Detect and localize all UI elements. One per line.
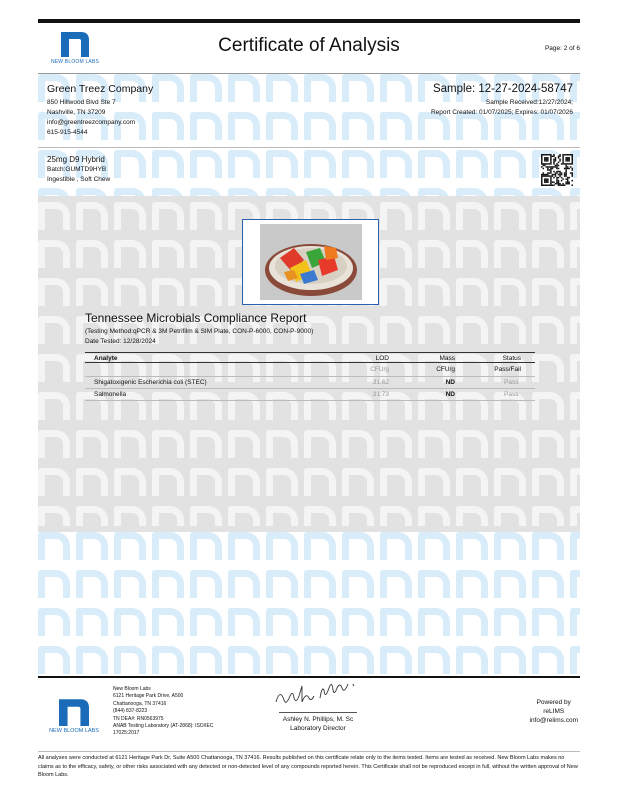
sample-photo-frame [242,219,379,305]
watermark-glyph [114,202,146,230]
col-mass: Mass [439,354,455,362]
watermark-glyph [532,240,564,268]
watermark-glyph [342,506,374,526]
watermark-glyph [190,608,222,636]
watermark-glyph [190,240,222,268]
watermark-glyph [570,278,580,306]
watermark-glyph [570,608,580,636]
footer-logo [42,696,106,734]
watermark-glyph [114,608,146,636]
watermark-glyph [228,646,260,674]
watermark-glyph [228,506,260,526]
watermark-glyph [494,240,526,268]
watermark-glyph [418,278,450,306]
table-header [85,352,535,363]
watermark-glyph [570,316,580,344]
watermark-glyph [532,570,564,598]
watermark-glyph [152,278,184,306]
watermark-glyph [380,608,412,636]
watermark-glyph [152,608,184,636]
watermark-glyph [342,646,374,674]
watermark-glyph [76,608,108,636]
watermark-glyph [532,468,564,496]
watermark-glyph [342,112,374,140]
analyte-mass: ND [445,378,455,386]
watermark-glyph [38,202,70,230]
watermark-glyph [152,570,184,598]
watermark-glyph [38,532,70,560]
powered-by [530,698,579,725]
watermark-glyph [266,74,298,102]
report-title: Tennessee Microbials Compliance Report [85,311,307,325]
powered-label: Powered by [536,699,571,706]
powered-brand: reLIMS [543,708,565,715]
watermark-glyph [494,608,526,636]
watermark-glyph [114,506,146,526]
watermark-glyph [380,468,412,496]
watermark-glyph [570,430,580,458]
watermark-glyph [38,570,70,598]
watermark-glyph [190,278,222,306]
watermark-glyph [266,646,298,674]
lab-contact [113,686,213,738]
footer-logo-text: NEW BLOOM LABS [49,728,99,734]
watermark-glyph [418,532,450,560]
watermark-glyph [456,646,488,674]
product-name: 25mg D9 Hybrid [47,155,105,164]
client-name: Green Treez Company [47,83,154,95]
watermark-glyph [114,570,146,598]
product-info [47,154,110,184]
watermark-glyph [190,202,222,230]
analyte-status: Pass [504,390,519,398]
header-divider [38,73,580,74]
watermark-glyph [76,240,108,268]
watermark-row [38,608,580,638]
watermark-glyph [570,532,580,560]
powered-email[interactable]: info@relims.com [529,717,578,724]
watermark-glyph [114,468,146,496]
watermark-glyph [76,468,108,496]
watermark-glyph [114,240,146,268]
analyte-name: Salmonella [94,390,127,398]
mass-unit: CFU/g [436,366,455,373]
watermark-glyph [304,608,336,636]
watermark-glyph [38,646,70,674]
watermark-glyph [532,608,564,636]
client-address-1: 850 Hillwood Blvd Ste 7 [47,99,116,106]
sample-photo [260,224,362,300]
watermark-glyph [228,570,260,598]
watermark-glyph [266,570,298,598]
disclaimer: All analyses were conducted at 6121 Heritage Park Dr, Suite A500 Chattanooga, TN 37416. Results published on this certificate relate only to the items tested. Items are tested as received. New Bloom Labs makes no claims as to the efficacy, safety, or other risks associated with any detected or non-detected level of any compounds reported herein. This Certificate shall not be reproduced except in full, without the written approval of New Bloom Labs. [38,754,580,780]
watermark-glyph [456,608,488,636]
watermark-glyph [380,646,412,674]
qr-code-icon[interactable] [541,154,573,186]
watermark-glyph [494,430,526,458]
watermark-glyph [342,608,374,636]
watermark-glyph [38,506,70,526]
watermark-row [38,532,580,562]
watermark-glyph [380,570,412,598]
product-batch: Batch:GUMTD9HYB [47,166,107,173]
watermark-glyph [532,202,564,230]
watermark-glyph [114,646,146,674]
product-type: Ingestible , Soft Chew [47,175,111,183]
watermark-glyph [342,468,374,496]
watermark-glyph [342,532,374,560]
watermark-glyph [114,278,146,306]
watermark-glyph [228,74,260,102]
watermark-glyph [152,240,184,268]
report-dates: Report Created: 01/07/2025; Expires: 01/07/2026 [430,109,573,116]
watermark-glyph [532,316,564,344]
watermark-glyph [380,506,412,526]
analyte-name: Shigatoxigenic Escherichia coli (STEC) [94,378,207,386]
watermark-row [38,570,580,600]
lab-line: (844) 837-8223 [113,708,148,715]
watermark-glyph [304,468,336,496]
page-header [38,23,580,71]
col-analyte: Analyte [94,354,118,362]
signature-block [248,684,388,733]
handwritten-signature [268,684,368,712]
watermark-glyph [342,570,374,598]
watermark-glyph [456,240,488,268]
watermark-glyph [494,570,526,598]
watermark-glyph [570,570,580,598]
client-address-2: Nashville, TN 37209 [47,109,106,116]
watermark-glyph [418,570,450,598]
watermark-glyph [266,506,298,526]
watermark-glyph [152,468,184,496]
watermark-glyph [38,430,70,458]
lab-line: 6121 Heritage Park Drive, A500 [113,693,184,700]
watermark-glyph [380,532,412,560]
watermark-glyph [38,608,70,636]
watermark-glyph [190,430,222,458]
signature-rule [279,712,357,713]
watermark-glyph [380,240,412,268]
client-phone: 615-915-4544 [47,129,88,136]
microbials-report-header [85,311,535,347]
watermark-row [38,646,580,676]
col-lod: LOD [375,354,389,362]
watermark-glyph [152,506,184,526]
watermark-glyph [190,74,222,102]
watermark-glyph [570,354,580,382]
watermark-glyph [190,532,222,560]
watermark-row [38,468,580,498]
watermark-glyph [456,278,488,306]
watermark-glyph [418,506,450,526]
watermark-glyph [380,150,412,178]
watermark-glyph [456,468,488,496]
watermark-glyph [114,150,146,178]
watermark-glyph [190,112,222,140]
analyte-lod: 31.73 [372,390,389,398]
watermark-glyph [342,74,374,102]
disclaimer-divider [38,751,580,752]
analyte-status: Pass [504,378,519,386]
watermark-glyph [76,202,108,230]
watermark-glyph [532,430,564,458]
watermark-glyph [76,506,108,526]
watermark-glyph [228,112,260,140]
client-info [47,83,153,138]
watermark-glyph [380,112,412,140]
watermark-glyph [190,646,222,674]
watermark-glyph [456,506,488,526]
sample-received: Sample Received:12/27/2024; [485,99,573,106]
testing-method: (Testing Method:qPCR & 3M Petrifilm & SIM Plate, CON-P-6000, CON-P-9000) [85,328,314,335]
lod-unit: CFU/g [370,366,389,373]
signer-title: Laboratory Director [290,725,346,732]
watermark-glyph [152,74,184,102]
watermark-glyph [228,150,260,178]
watermark-glyph [152,532,184,560]
watermark-row [38,150,580,180]
watermark-glyph [76,430,108,458]
watermark-glyph [456,570,488,598]
gummies-bowl-image [260,224,362,300]
lab-line: TN DEA#: RN0563975 [113,715,164,722]
watermark-glyph [152,112,184,140]
watermark-glyph [570,468,580,496]
lab-line: 17025:2017 [113,730,140,737]
watermark-glyph [456,150,488,178]
watermark-glyph [228,430,260,458]
date-tested: Date Tested: 12/28/2024 [85,338,156,345]
sample-id: Sample: 12-27-2024-58747 [432,83,573,95]
watermark-glyph [152,202,184,230]
watermark-glyph [190,150,222,178]
watermark-glyph [494,278,526,306]
watermark-glyph [532,506,564,526]
watermark-glyph [76,570,108,598]
watermark-glyph [380,430,412,458]
watermark-glyph [418,608,450,636]
lab-line: New Bloom Labs [113,686,151,692]
watermark-glyph [418,240,450,268]
watermark-glyph [38,354,70,382]
watermark-glyph [38,316,70,344]
watermark-glyph [190,468,222,496]
analyte-mass: ND [445,390,455,398]
watermark-glyph [38,278,70,306]
watermark-glyph [228,532,260,560]
watermark-glyph [304,506,336,526]
watermark-glyph [76,646,108,674]
watermark-glyph [380,278,412,306]
watermark-glyph [228,608,260,636]
content-panel-bottom-edge [38,526,580,532]
sample-info [431,83,573,118]
watermark-glyph [494,150,526,178]
watermark-glyph [418,202,450,230]
watermark-glyph [494,202,526,230]
watermark-glyph [38,240,70,268]
signer-name: Ashley N. Phillips, M. Sc [282,716,354,723]
watermark-glyph [38,468,70,496]
watermark-glyph [494,646,526,674]
watermark-glyph [418,430,450,458]
watermark-glyph [266,112,298,140]
watermark-glyph [266,608,298,636]
table-row [85,389,535,401]
watermark-glyph [532,646,564,674]
watermark-glyph [570,392,580,420]
watermark-glyph [38,392,70,420]
watermark-glyph [494,468,526,496]
lab-line: ANAB Testing Laboratory (AT-2868): ISO/IEC [113,723,214,730]
watermark-glyph [456,532,488,560]
watermark-glyph [114,430,146,458]
watermark-glyph [304,570,336,598]
watermark-glyph [304,646,336,674]
watermark-glyph [152,150,184,178]
watermark-glyph [266,150,298,178]
watermark-glyph [380,202,412,230]
table-row [85,377,535,389]
watermark-glyph [456,430,488,458]
watermark-glyph [494,532,526,560]
watermark-glyph [190,570,222,598]
header-logo-text: NEW BLOOM LABS [50,59,100,65]
watermark-glyph [152,646,184,674]
watermark-glyph [456,202,488,230]
watermark-row [38,506,580,526]
watermark-row [38,430,580,460]
watermark-glyph [266,532,298,560]
page-title: Certificate of Analysis [218,35,400,56]
watermark-glyph [304,532,336,560]
lab-line: Chattanooga, TN 37416 [113,700,167,707]
new-bloom-logo-icon [54,696,94,726]
watermark-glyph [570,202,580,230]
client-email: info@greentreezcompany.com [47,119,136,126]
status-unit: Pass/Fail [494,366,521,373]
watermark-bottom [38,532,580,676]
watermark-glyph [114,532,146,560]
watermark-glyph [266,430,298,458]
watermark-glyph [532,392,564,420]
col-status: Status [502,354,521,362]
watermark-glyph [304,112,336,140]
watermark-glyph [380,74,412,102]
watermark-glyph [570,506,580,526]
watermark-glyph [228,468,260,496]
page-footer [38,678,580,751]
watermark-glyph [266,468,298,496]
watermark-glyph [152,430,184,458]
page-number: Page: 2 of 6 [544,45,580,52]
watermark-glyph [418,646,450,674]
watermark-glyph [494,506,526,526]
microbials-table [85,352,535,401]
client-divider [38,147,580,148]
watermark-glyph [532,278,564,306]
watermark-glyph [304,74,336,102]
watermark-glyph [418,468,450,496]
watermark-glyph [76,532,108,560]
watermark-glyph [304,150,336,178]
watermark-glyph [532,354,564,382]
watermark-glyph [304,430,336,458]
watermark-glyph [418,150,450,178]
watermark-glyph [76,278,108,306]
analyte-lod: 31.62 [372,378,389,386]
watermark-glyph [570,646,580,674]
watermark-glyph [342,150,374,178]
watermark-glyph [532,532,564,560]
watermark-glyph [570,240,580,268]
table-units-row [85,363,535,377]
watermark-glyph [342,430,374,458]
watermark-glyph [190,506,222,526]
